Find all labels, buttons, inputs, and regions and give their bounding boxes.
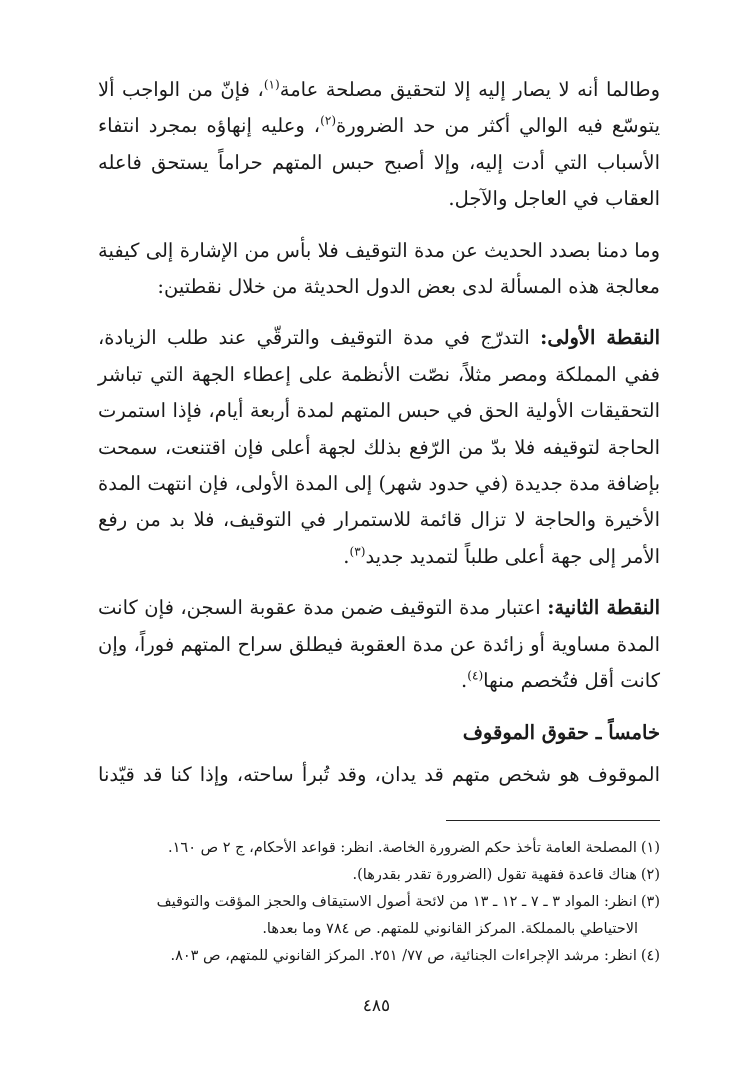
footnote-ref-2: (٢): [320, 113, 337, 128]
footnote-3: [98, 889, 660, 916]
paragraph-3-end: .: [343, 544, 350, 568]
footnote-ref-1: (١): [263, 77, 280, 92]
point-two-label: النقطة الثانية:: [547, 596, 661, 620]
footnotes: [98, 835, 660, 970]
footnote-ref-3: (٣): [349, 544, 366, 559]
footnote-number: (١): [640, 840, 660, 856]
footnote-text: انظر: المواد ٣ ـ ٧ ـ ١٢ ـ ١٣ من لائحة أصول الاستيقاف والحجز المؤقت والتوقيف: [156, 894, 637, 910]
paragraph-1-text-c: ، وعليه إنهاؤه بمجرد انتفاء الأسباب التي أدت إليه، وإلا أصبح حبس المتهم حراماً يستحق فاعله العقاب في العاجل والآجل.: [98, 114, 660, 211]
footnote-1: [98, 835, 660, 862]
footnote-number: (٣): [640, 894, 660, 910]
paragraph-4-text: اعتبار مدة التوقيف ضمن مدة عقوبة السجن، فإن كانت المدة مساوية أو زائدة عن مدة العقوبة فيطلق سراح المتهم فوراً، وإن كانت أقل فتُخصم منها: [98, 596, 660, 693]
page-number: ٤٨٥: [362, 996, 391, 1016]
paragraph-1: [98, 72, 660, 218]
section-heading: خامساً ـ حقوق الموقوف: [462, 720, 660, 744]
footnote-number: (٤): [640, 948, 660, 964]
footnote-text: المصلحة العامة تأخذ حكم الضرورة الخاصة. انظر: قواعد الأحكام، ج ٢ ص ١٦٠.: [168, 840, 637, 856]
page-body: [98, 72, 660, 793]
footnote-3-continuation: الاحتياطي بالمملكة. المركز القانوني للمتهم. ص ٧٨٤ وما بعدها.: [262, 921, 638, 937]
paragraph-4: [98, 590, 660, 699]
paragraph-3: [98, 320, 660, 575]
footnote-number: (٢): [640, 867, 660, 883]
paragraph-1-text-a: وطالما أنه لا يصار إليه إلا لتحقيق مصلحة عامة: [279, 78, 660, 101]
footnote-ref-4: (٤): [467, 668, 484, 683]
footnote-text: انظر: مرشد الإجراءات الجنائية، ص ٧٧/ ٢٥١. المركز القانوني للمتهم، ص ٨٠٣.: [170, 948, 637, 964]
footnote-4: [98, 943, 660, 970]
point-one-label: النقطة الأولى:: [540, 326, 660, 350]
paragraph-3-text: التدرّج في مدة التوقيف والترقّي عند طلب الزيادة، ففي المملكة ومصر مثلاً، نصّت الأنظمة على إعطاء الجهة التي تباشر التحقيقات الأولية الحق في حبس المتهم لمدة أربعة أيام، فإذا استمرت الحاجة لتوقيفه فلا بدّ من الرّفع بذلك لجهة أعلى فإن اقتنعت، سمحت بإضافة مدة جديدة (في حدود شهر) إلى المدة الأولى، فإن انتهت المدة الأخيرة والحاجة لا تزال قائمة للاستمرار في التوقيف، فلا بد من رفع الأمر إلى جهة أعلى طلباً لتمديد جديد: [98, 326, 660, 568]
footnote-divider: [446, 820, 660, 821]
paragraph-1-text-b: ، فإنّ من الواجب ألا يتوسّع فيه الوالي أكثر من حد الضرورة: [98, 78, 660, 138]
paragraph-5: الموقوف هو شخص متهم قد يدان، وقد تُبرأ ساحته، وإذا كنا قد قيّدنا: [98, 762, 660, 786]
paragraph-4-end: .: [461, 669, 468, 693]
footnote-2: [98, 862, 660, 889]
footnote-text: هناك قاعدة فقهية تقول (الضرورة تقدر بقدرها).: [352, 867, 637, 883]
paragraph-2: وما دمنا بصدد الحديث عن مدة التوقيف فلا بأس من الإشارة إلى كيفية معالجة هذه المسألة لدى بعض الدول الحديثة من خلال نقطتين:: [98, 238, 660, 299]
